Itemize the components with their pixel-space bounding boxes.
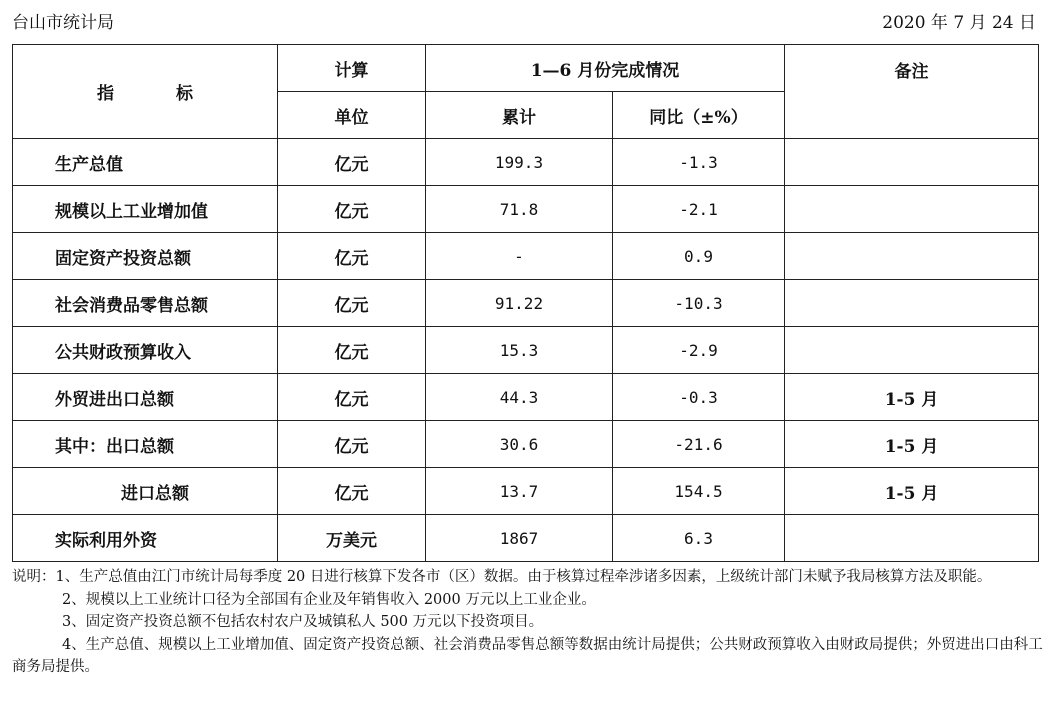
report-date: 2020 年 7 月 24 日 xyxy=(882,12,1036,33)
row-yoy: -21.6 xyxy=(613,421,785,468)
row-yoy: -10.3 xyxy=(613,280,785,327)
row-yoy: 154.5 xyxy=(613,468,785,515)
row-cumulative: 71.8 xyxy=(426,186,613,233)
row-yoy: 0.9 xyxy=(613,233,785,280)
row-yoy: -2.1 xyxy=(613,186,785,233)
row-cumulative: - xyxy=(426,233,613,280)
row-indicator: 固定资产投资总额 xyxy=(13,233,278,280)
row-note xyxy=(785,186,1039,233)
row-unit: 亿元 xyxy=(278,468,426,515)
row-note xyxy=(785,233,1039,280)
indicator-header xyxy=(13,45,278,139)
row-note xyxy=(785,280,1039,327)
header-row-1 xyxy=(13,45,1039,92)
table-row xyxy=(13,327,1039,374)
row-indicator: 实际利用外资 xyxy=(13,515,278,562)
row-unit: 亿元 xyxy=(278,327,426,374)
row-cumulative: 13.7 xyxy=(426,468,613,515)
row-indicator: 其中：出口总额 xyxy=(13,421,278,468)
table-row xyxy=(13,515,1039,562)
row-unit: 亿元 xyxy=(278,233,426,280)
table-row xyxy=(13,233,1039,280)
row-indicator: 外贸进出口总额 xyxy=(13,374,278,421)
row-unit: 亿元 xyxy=(278,139,426,186)
row-note: 1-5 月 xyxy=(785,421,1039,468)
cumulative-header: 累计 xyxy=(426,92,613,139)
table-row xyxy=(13,139,1039,186)
statistics-table xyxy=(12,44,1039,562)
row-note xyxy=(785,327,1039,374)
table-row xyxy=(13,374,1039,421)
unit-header-top: 计算 xyxy=(278,45,426,92)
row-indicator: 社会消费品零售总额 xyxy=(13,280,278,327)
document-header xyxy=(12,6,1036,34)
row-cumulative: 15.3 xyxy=(426,327,613,374)
note-4: 4、生产总值、规模以上工业增加值、固定资产投资总额、社会消费品零售总额等数据由统计局提供；公共财政预算收入由财政局提供；外贸进出口由科工商务局提供。 xyxy=(12,636,1043,675)
row-unit: 亿元 xyxy=(278,421,426,468)
row-cumulative: 199.3 xyxy=(426,139,613,186)
unit-header-bottom: 单位 xyxy=(278,92,426,139)
row-note xyxy=(785,515,1039,562)
row-cumulative: 1867 xyxy=(426,515,613,562)
note-1: 说明：1、生产总值由江门市统计局每季度 20 日进行核算下发各市（区）数据。由于核算过程牵涉诸多因素，上级统计部门未赋予我局核算方法及职能。 xyxy=(12,569,992,585)
table-row xyxy=(13,280,1039,327)
row-indicator: 规模以上工业增加值 xyxy=(13,186,278,233)
row-yoy: -0.3 xyxy=(613,374,785,421)
period-header: 1—6 月份完成情况 xyxy=(426,45,785,92)
row-yoy: 6.3 xyxy=(613,515,785,562)
note-header: 备注 xyxy=(785,45,1039,139)
row-cumulative: 91.22 xyxy=(426,280,613,327)
row-cumulative: 30.6 xyxy=(426,421,613,468)
notes-section xyxy=(12,566,1044,679)
org-name: 台山市统计局 xyxy=(12,12,114,33)
row-indicator: 生产总值 xyxy=(13,139,278,186)
row-indicator: 公共财政预算收入 xyxy=(13,327,278,374)
table-row xyxy=(13,468,1039,515)
table-row xyxy=(13,421,1039,468)
row-yoy: -2.9 xyxy=(613,327,785,374)
indicator-header-char-1: 指 xyxy=(97,84,114,104)
row-note: 1-5 月 xyxy=(785,374,1039,421)
table-row xyxy=(13,186,1039,233)
row-note: 1-5 月 xyxy=(785,468,1039,515)
note-2: 2、规模以上工业统计口径为全部国有企业及年销售收入 2000 万元以上工业企业。 xyxy=(62,591,596,608)
row-indicator: 进口总额 xyxy=(13,468,278,515)
row-note xyxy=(785,139,1039,186)
note-3: 3、固定资产投资总额不包括农村农户及城镇私人 500 万元以下投资项目。 xyxy=(62,614,544,630)
row-unit: 亿元 xyxy=(278,280,426,327)
row-yoy: -1.3 xyxy=(613,139,785,186)
row-unit: 亿元 xyxy=(278,374,426,421)
row-unit: 万美元 xyxy=(278,515,426,562)
indicator-header-char-2: 标 xyxy=(176,84,193,104)
row-cumulative: 44.3 xyxy=(426,374,613,421)
yoy-header: 同比（±%） xyxy=(613,92,785,139)
row-unit: 亿元 xyxy=(278,186,426,233)
